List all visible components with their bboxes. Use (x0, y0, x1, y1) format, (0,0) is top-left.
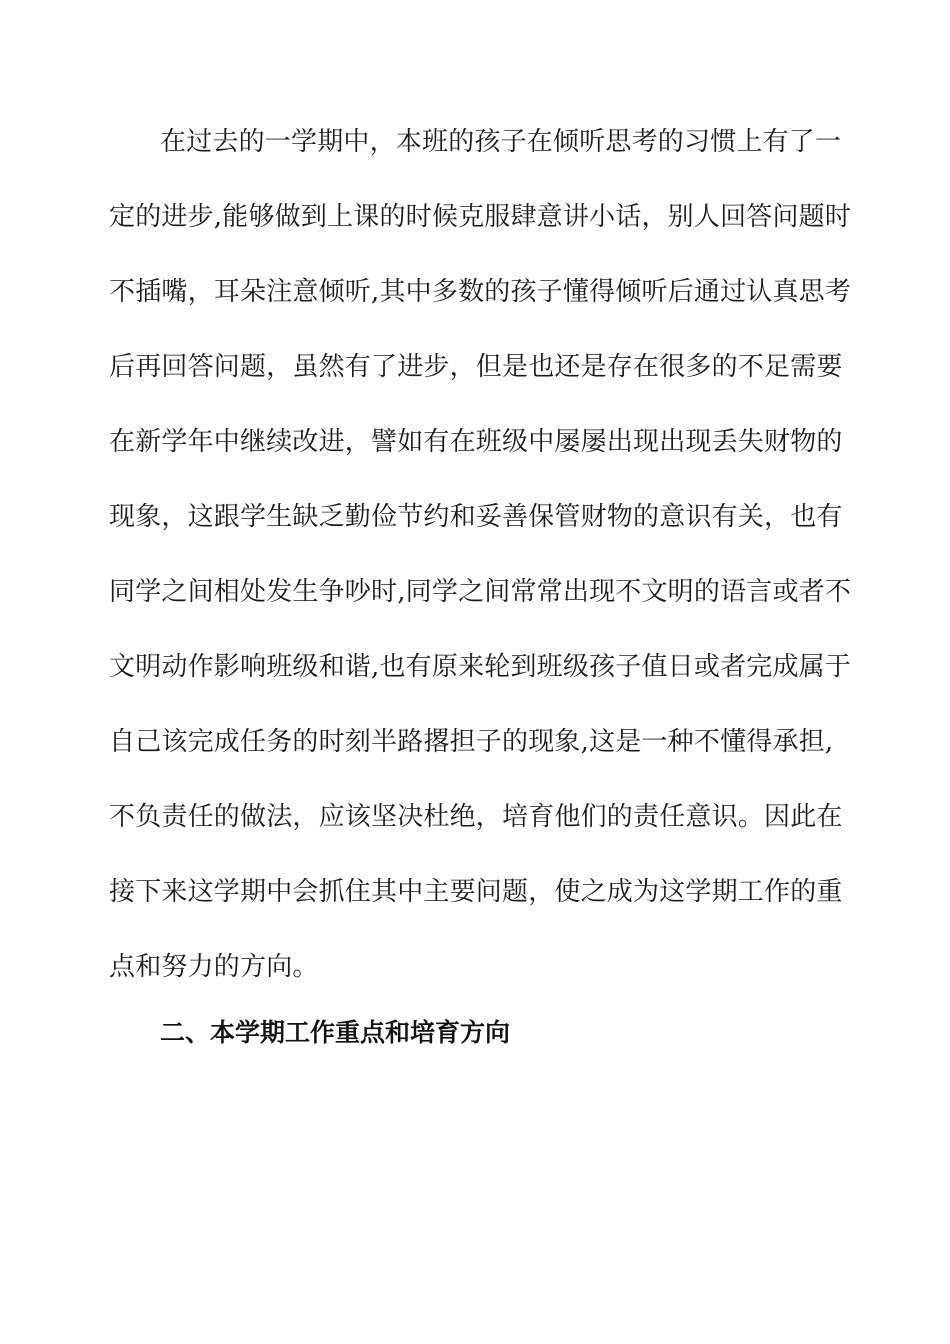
paragraph-line: 文明动作影响班级和谐,也有原来轮到班级孩子值日或者完成属于 (109, 652, 852, 682)
paragraph-line: 不负责任的做法，应该坚决杜绝，培育他们的责任意识。因此在 (109, 802, 843, 832)
paragraph-line: 点和努力的方向。 (109, 952, 319, 982)
paragraph-line: 不插嘴，耳朵注意倾听,其中多数的孩子懂得倾听后通过认真思考 (109, 277, 852, 307)
paragraph-line: 自己该完成任务的时刻半路撂担子的现象,这是一种不懂得承担, (109, 727, 834, 757)
paragraph-line: 在新学年中继续改进，譬如有在班级中屡屡出现出现丢失财物的 (109, 427, 843, 457)
paragraph-line: 后再回答问题，虽然有了进步，但是也还是存在很多的不足需要 (109, 352, 843, 382)
paragraph-line: 在过去的一学期中，本班的孩子在倾听思考的习惯上有了一 (160, 127, 842, 157)
paragraph-line: 接下来这学期中会抓住其中主要问题，使之成为这学期工作的重 (109, 877, 843, 907)
body-paragraph (109, 122, 852, 1022)
paragraph-line: 现象，这跟学生缺乏勤俭节约和妥善保管财物的意识有关，也有 (109, 502, 843, 532)
paragraph-line: 同学之间相处发生争吵时,同学之间常常出现不文明的语言或者不 (109, 577, 852, 607)
section-heading: 二、本学期工作重点和培育方向 (160, 1018, 511, 1047)
paragraph-line: 定的进步,能够做到上课的时候克服肆意讲小话，别人回答问题时 (109, 202, 852, 232)
